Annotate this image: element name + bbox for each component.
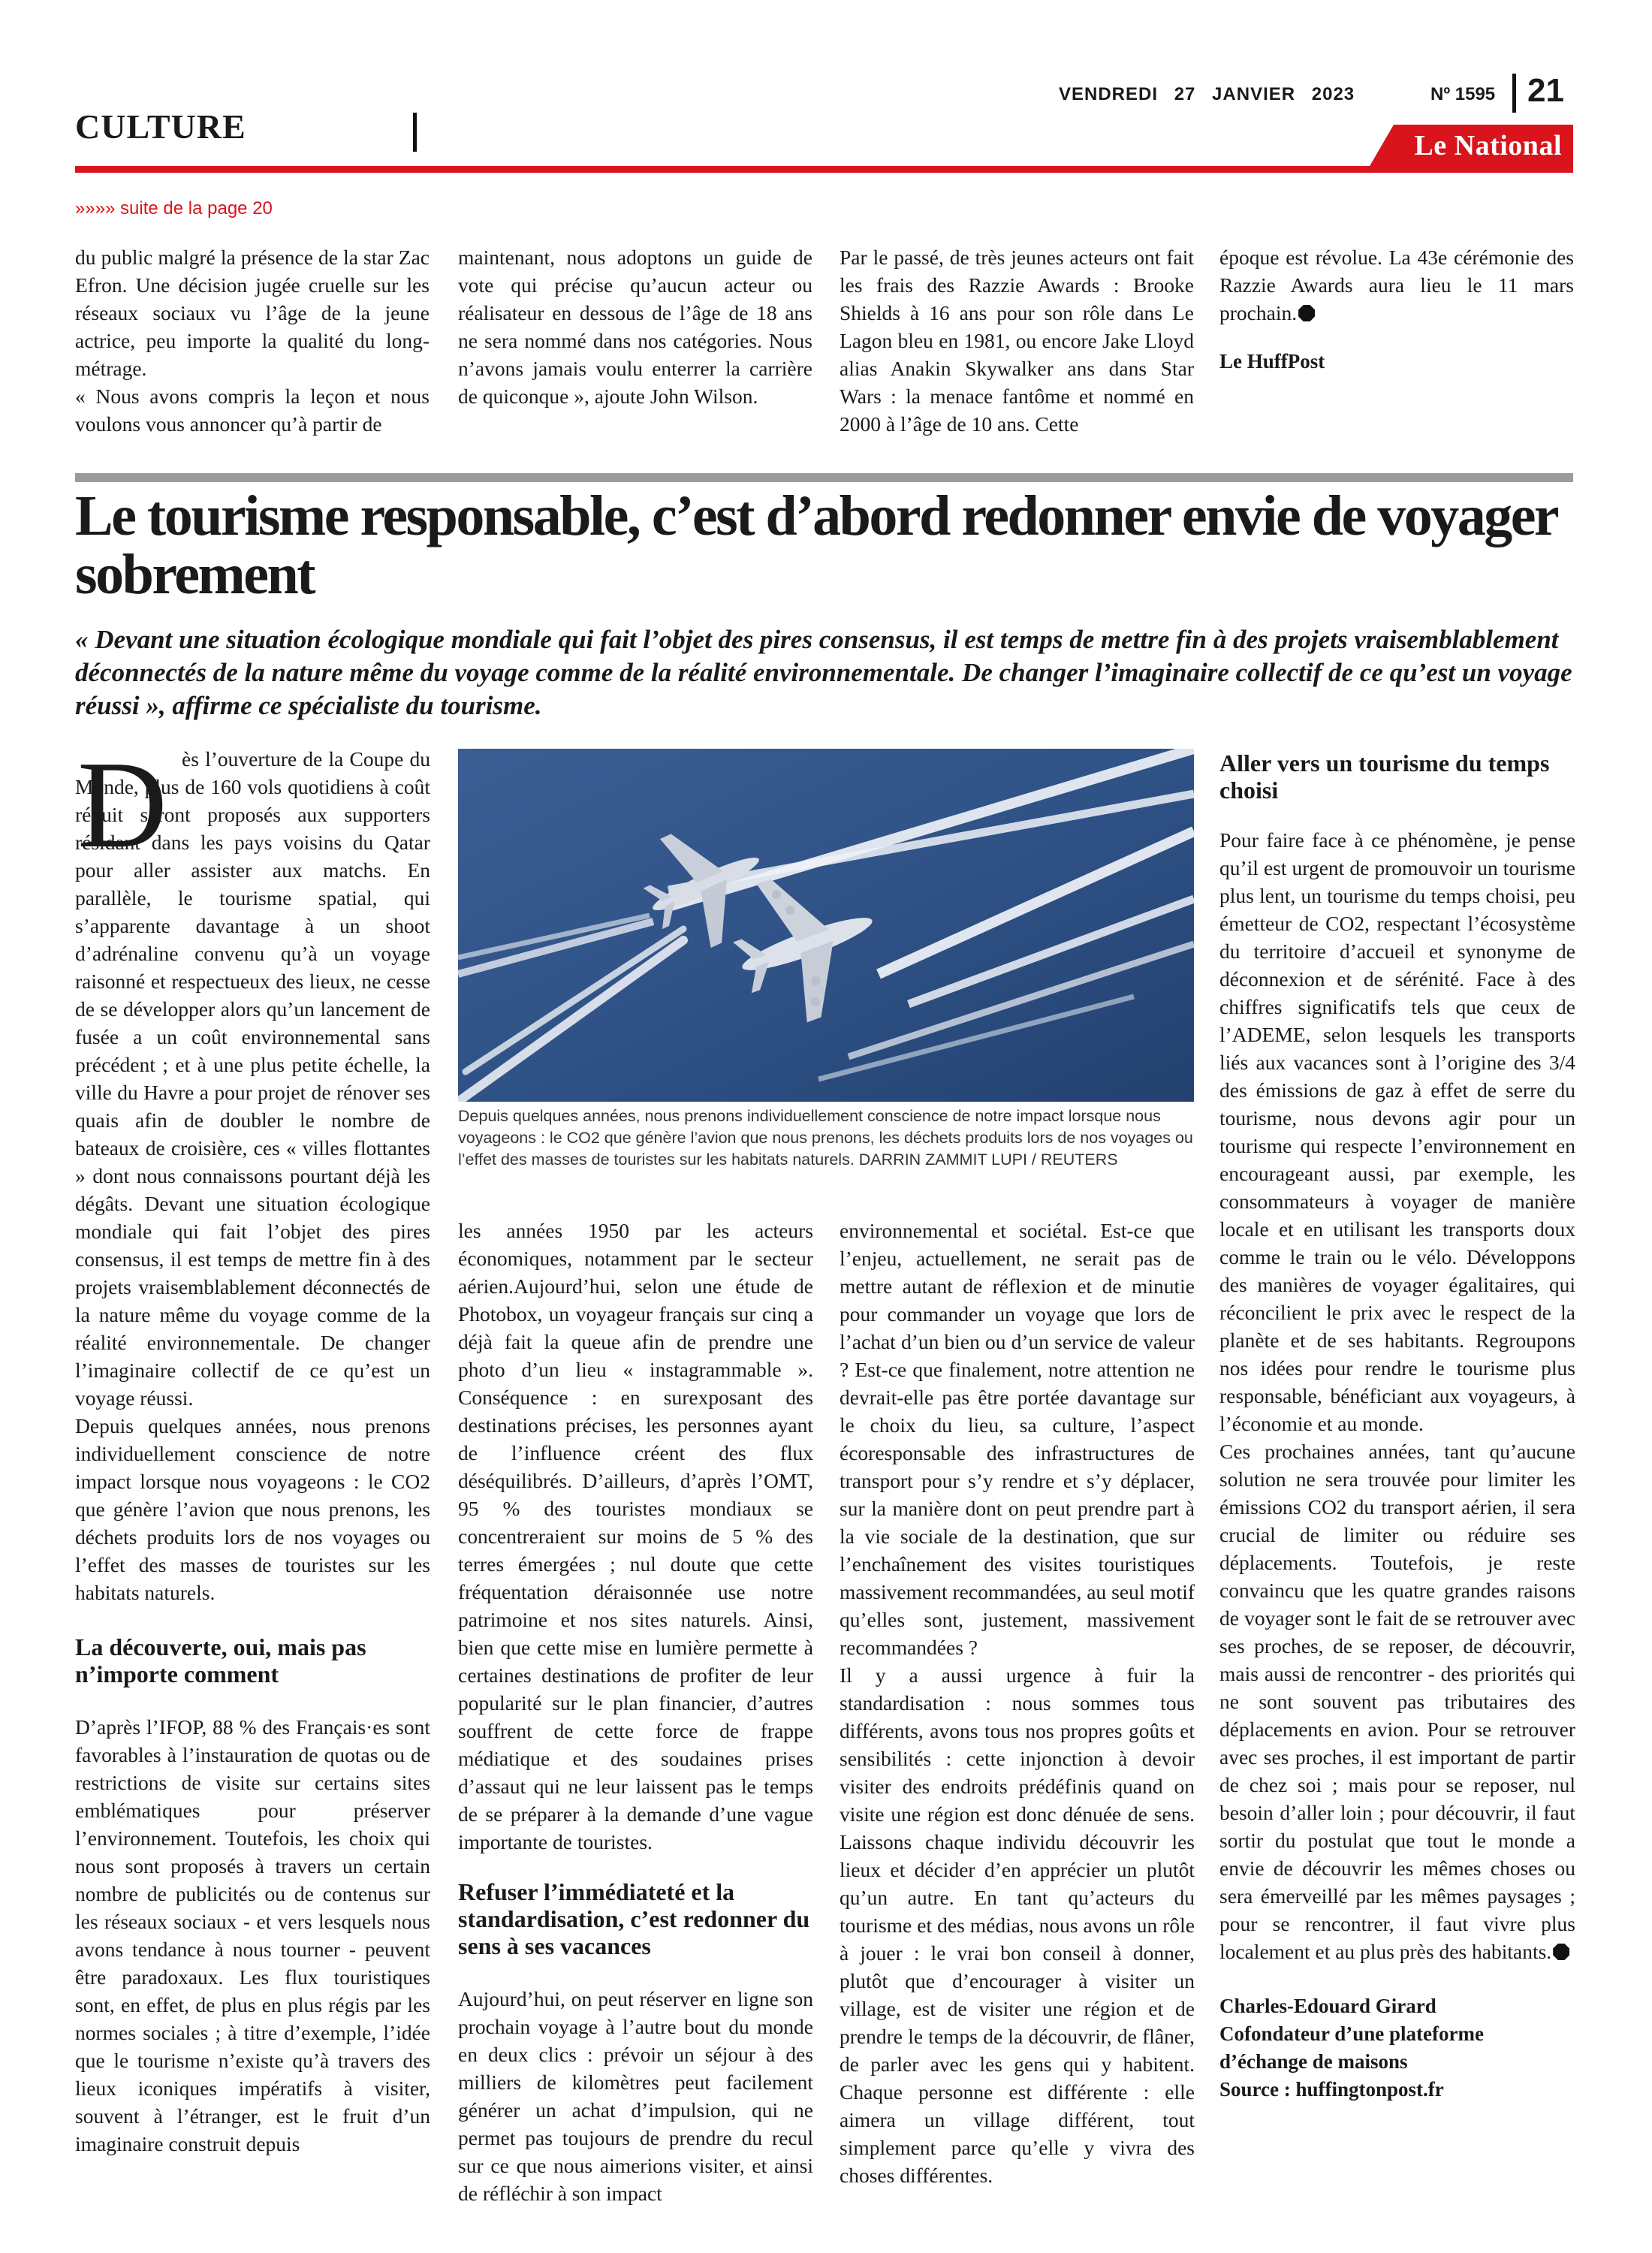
paragraph: Par le passé, de très jeunes acteurs ont fait les frais des Razzie Awards : Brooke Shields à 16 ans pour son rôle dans Le Lagon bleu en 1981, ou encore Jake Lloyd alias Anakin Skywalker ans dans Star Wars : la menace fantôme et nommé en 2000 à l’âge de 10 ans. Cette <box>840 246 1194 436</box>
article-photo <box>458 749 1194 1102</box>
paragraph: les années 1950 par les acteurs économiques, notamment par le secteur aérien.Aujourd’hui, selon une étude de Photobox, un voyageur français sur cinq a déjà fait la queue afin de prendre une photo d’un lieu « instagrammable ». Conséquence : en surexposant des destinations précises, les personnes ayant de l’influence créent des flux déséquilibrés. D’ailleurs, d’après l’OMT, 95 % des touristes mondiaux se concentreraient sur moins de 5 % des terres émergées ; nul doute que cette fréquentation déraisonnée use notre patrimoine et nos sites naturels. Ainsi, bien que cette mise en lumière permette à certaines destinations de profiter de leur popularité sur le plan financier, d’autres souffrent de cette force de frappe médiatique et des soudaines prises d’assaut qui ne leur laissent pas le temps de se préparer à la demande d’une vague importante de touristes. <box>458 1219 813 1853</box>
end-mark-icon <box>1553 1944 1569 1960</box>
brand-name: Le National <box>1414 130 1562 161</box>
paragraph: « Nous avons compris la leçon et nous voulons vous annoncer qu’à partir de <box>75 385 430 436</box>
headline: Le tourisme responsable, c’est d’abord redonner envie de voyager sobrement <box>75 484 1557 606</box>
article-separator <box>75 473 1573 482</box>
previous-article-col-4 <box>1219 243 1574 376</box>
article-source: Source : huffingtonpost.fr <box>1219 2078 1444 2101</box>
paragraph: Depuis quelques années, nous prenons individuellement conscience de notre impact lorsque nous voyageons : le CO2 que génère l’avion que nous prenons, les déchets produits lors de nos voyages ou l’effet des masses de touristes sur les habitats naturels. <box>75 1414 430 1604</box>
paragraph: ès l’ouverture de la Coupe du Monde, plus de 160 vols quotidiens à coût réduit seront proposés aux supporters résidant dans les pays voisins du Qatar pour aller assister aux matchs. En parallèle, le tourisme spatial, qui s’apparente davantage à un shoot d’adrénaline convenu qu’à un voyage raisonné et respectueux des lieux, ne cesse de se développer alors qu’un lancement de fusée a un coût environnemental sans précédent ; et à une plus petite échelle, la ville du Havre a pour projet de rénover ses quais afin de doubler le nombre de bateaux de croisière, ces « villes flottantes » dont nous connaissons pourtant déjà les dégâts. Devant une situation écologique mondiale qui fait l’objet des pires consensus, il est temps de mettre fin à des projets vraisemblablement déconnectés de la nature même du voyage comme de la réalité environnementale. De changer l’imaginaire collectif de ce qu’est un voyage réussi. <box>75 747 430 1410</box>
continued-from-link[interactable]: »»»» suite de la page 20 <box>75 198 273 219</box>
issue-date: VENDREDI 27 JANVIER 2023 <box>1059 84 1355 104</box>
paragraph: D’après l’IFOP, 88 % des Français·es sont favorables à l’instauration de quotas ou de restrictions de visite sur certains sites emblématiques pour préserver l’environnement. Toutefois, les choix qui nous sont proposés à travers un certain nombre de publicités ou de contenus sur les réseaux sociaux - et vers lesquels nous avons tendance à nous tourner - peuvent être paradoxaux. Les flux touristiques sont, en effet, de plus en plus régis par les normes sociales ; à titre d’exemple, l’idée que le tourisme n’existe qu’à travers des lieux iconiques impératifs à visiter, souvent à l’étranger, est le fruit d’un imaginaire construit depuis <box>75 1715 430 2155</box>
end-mark-icon <box>1298 305 1315 321</box>
author-name: Charles-Edouard Girard <box>1219 1995 1436 2017</box>
article-col-4 <box>1219 749 1575 2104</box>
subheading: Aller vers un tourisme du temps choisi <box>1219 749 1550 804</box>
paragraph: du public malgré la présence de la star Zac Efron. Une décision jugée cruelle sur les réseaux sociaux vu l’âge de la jeune actrice, peu importe la qualité du long-métrage. <box>75 246 430 380</box>
subheading: La découverte, oui, mais pas n’importe comment <box>75 1633 366 1687</box>
byline <box>1219 1992 1575 2104</box>
paragraph <box>1219 243 1574 327</box>
subheading: Refuser l’immédiateté et la standardisation, c’est redonner du sens à ses vacances <box>458 1878 810 1959</box>
paragraph: maintenant, nous adoptons un guide de vote qui précise qu’aucun acteur ou réalisateur en dessous de l’âge de 18 ans ne sera nommé dans nos catégories. Nous n’avons jamais voulu enterrer la carrière de quiconque », ajoute John Wilson. <box>458 246 812 408</box>
paragraph: Aujourd’hui, on peut réserver en ligne son prochain voyage à l’autre bout du monde en deux clics : prévoir un séjour à des milliers de kilomètres peut facilement générer un achat d’impulsion, qui ne permet pas toujours de prendre du recul sur ce que nous aimerions visiter, et ainsi de réfléchir à son impact <box>458 1987 813 2205</box>
issue-number: Nº 1595 <box>1430 84 1496 104</box>
header-rule <box>75 166 1573 173</box>
previous-article-col-3 <box>840 243 1194 438</box>
paragraph-text: époque est révolue. La 43e cérémonie des Razzie Awards aura lieu le 11 mars prochain. <box>1219 246 1574 324</box>
drop-cap: D <box>77 735 167 873</box>
author-role: Cofondateur d’une plateforme d’échange de maisons <box>1219 2022 1484 2073</box>
page-number-divider <box>1512 74 1516 113</box>
previous-article-col-2 <box>458 243 812 410</box>
article-source: Le HuffPost <box>1219 350 1325 372</box>
lead-paragraph: « Devant une situation écologique mondiale qui fait l’objet des pires consensus, il est temps de mettre fin à des projets vraisemblablement déconnectés de la nature même du voyage comme de la réalité environnementale. De changer l’imaginaire collectif de ce qu’est un voyage réussi », affirme ce spécialiste du tourisme. <box>75 625 1572 720</box>
article-col-1 <box>75 745 430 2158</box>
photo-caption: Depuis quelques années, nous prenons individuellement conscience de notre impact lorsque nous voyageons : le CO2 que génère l’avion que nous prenons, les déchets produits lors de nos voyages ou l’effet des masses de touristes sur les habitats naturels. DARRIN ZAMMIT LUPI / REUTERS <box>458 1107 1193 1169</box>
section-divider <box>413 113 417 152</box>
paragraph: Pour faire face à ce phénomène, je pense qu’il est urgent de promouvoir un tourisme plus lent, un tourisme du temps choisi, peu émetteur de CO2, respectant l’écosystème du territoire d’accueil et synonyme de déconnexion et de sérénité. Face à des chiffres significatifs tels que ceux de l’ADEME, selon lesquels les transports liés aux vacances sont à l’origine des 3/4 des émissions de gaz à effet de serre du tourisme, nous devons agir pour un tourisme qui respecte l’environnement en encourageant aussi, par exemple, les consommateurs à voyager de manière locale et en utilisant les transports doux comme le train ou le vélo. Développons des manières de voyager égalitaires, qui réconcilient le prix avec le respect de la planète et de ses habitants. Regroupons nos idées pour rendre le tourisme plus responsable, bénéficiant aux voyageurs, à l’économie et au monde. <box>1219 828 1575 1435</box>
paragraph: Il y a aussi urgence à fuir la standardisation : nous sommes tous différents, avons tous nos propres goûts et sensibilités : cette injonction à devoir visiter des endroits prédéfinis quand on visite une région est donc dénuée de sens. Laissons chaque individu découvrir les lieux et décider d’en apprécier un plutôt qu’un autre. En tant qu’acteurs du tourisme et des médias, nous avons un rôle à jouer : le vrai bon conseil à donner, plutôt que d’encourager à visiter un village, est de visiter une région et de prendre le temps de la découvrir, de flâner, de parler avec les gens qui y habitent. Chaque personne est différente : elle aimera un village différent, tout simplement parce qu’elle y vivra des choses différentes. <box>840 1663 1195 2187</box>
article-col-3 <box>840 1217 1195 2189</box>
paragraph: environnemental et sociétal. Est-ce que l’enjeu, actuellement, ne serait pas de mettre autant de réflexion et de minutie pour commander un voyage que lors de l’achat d’un bien ou d’un service de valeur ? Est-ce que finalement, notre attention ne devrait-elle pas être portée davantage sur le choix du lieu, sa culture, l’aspect écoresponsable des infrastructures de transport pour s’y rendre et s’y déplacer, sur la manière dont on peut prendre part à la vie sociale de la destination, que sur l’enchaînement des visites touristiques massivement recommandées, au seul motif qu’elles sont, justement, massivement recommandées ? <box>840 1219 1195 1659</box>
previous-article-col-1 <box>75 243 430 438</box>
paragraph-text: Ces prochaines années, tant qu’aucune solution ne sera trouvée pour limiter les émissions CO2 du transport aérien, il sera crucial de limiter ou réduire ses déplacements. Toutefois, je reste convaincu que les quatre grandes raisons de voyager sont le fait de se retrouver avec ses proches, de se reposer, de découvrir, mais aussi de rencontrer - des priorités qui ne sont souvent pas tributaires des déplacements en avion. Pour se retrouver avec ses proches, il est important de partir de chez soi ; mais pour se reposer, nul besoin d’aller loin ; pour découvrir, il faut sortir du postulat que tout le monde a envie de découvrir les mêmes choses ou sera émerveillé par les mêmes paysages ; pour se rencontrer, il faut vivre plus localement et au plus près des habitants. <box>1219 1440 1575 1963</box>
section-title: CULTURE <box>75 107 246 146</box>
paragraph <box>1219 1437 1575 1965</box>
article-col-2 <box>458 1217 813 2207</box>
page-number: 21 <box>1527 72 1564 109</box>
